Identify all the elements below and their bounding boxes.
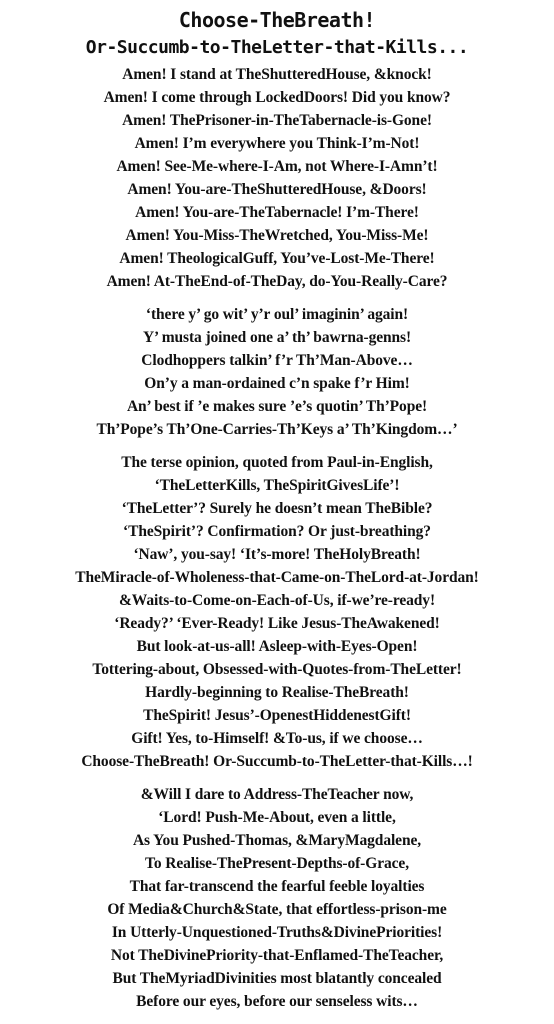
stanza-2 (0, 303, 554, 441)
poem-line: Amen! I stand at TheShutteredHouse, &knock! (122, 66, 432, 83)
poem-line: ‘Lord! Push-Me-About, even a little, (158, 809, 396, 826)
poem-line: Before our eyes, before our senseless wits… (136, 993, 418, 1010)
poem-line: Amen! I’m everywhere you Think-I’m-Not! (134, 135, 420, 152)
stanza-1 (0, 63, 554, 293)
poem-line: &Waits-to-Come-on-Each-of-Us, if-we’re-ready! (118, 592, 436, 609)
poem-line: Gift! Yes, to-Himself! &To-us, if we choose… (131, 730, 423, 747)
poem-line: &Will I dare to Address-TheTeacher now, (140, 786, 414, 803)
poem-line: ‘there y’ go wit’ y’r oul’ imaginin’ again! (145, 306, 409, 323)
poem-line: ‘TheLetter’? Surely he doesn’t mean TheBible? (121, 500, 433, 517)
poem-line: Amen! TheologicalGuff, You’ve-Lost-Me-There! (119, 250, 435, 267)
poem-line: Choose-TheBreath! Or-Succumb-to-TheLetter-that-Kills…! (81, 753, 473, 770)
poem-line: ‘Naw’, you-say! ‘It’s-more! TheHolyBreath! (133, 546, 421, 563)
poem-line: But look-at-us-all! Asleep-with-Eyes-Open! (136, 638, 418, 655)
poem-line: An’ best if ’e makes sure ’e’s quotin’ Th’Pope! (126, 398, 428, 415)
poem-line: In Utterly-Unquestioned-Truths&DivinePriorities! (111, 924, 443, 941)
poem-line: Amen! I come through LockedDoors! Did you know? (103, 89, 451, 106)
poem-line: Amen! You-are-TheShutteredHouse, &Doors! (127, 181, 427, 198)
poem-line: Clodhoppers talkin’ f’r Th’Man-Above… (141, 352, 413, 369)
poem-line: Amen! You-Miss-TheWretched, You-Miss-Me! (125, 227, 429, 244)
poem-line: As You Pushed-Thomas, &MaryMagdalene, (132, 832, 422, 849)
poem-line: Hardly-beginning to Realise-TheBreath! (145, 684, 409, 701)
poem-line: ‘Ready?’ ‘Ever-Ready! Like Jesus-TheAwakened! (114, 615, 440, 632)
poem-line: The terse opinion, quoted from Paul-in-English, (121, 454, 433, 471)
poem-line: But TheMyriadDivinities most blatantly concealed (112, 970, 442, 987)
poem-line: Tottering-about, Obsessed-with-Quotes-from-TheLetter! (92, 661, 462, 678)
poem-line: Amen! ThePrisoner-in-TheTabernacle-is-Gone! (122, 112, 432, 129)
poem-line: ‘TheSpirit’? Confirmation? Or just-breathing? (123, 523, 431, 540)
poem-subtitle: Or-Succumb-to-TheLetter-that-Kills... (85, 37, 469, 58)
poem-line: TheMiracle-of-Wholeness-that-Came-on-TheLord-at-Jordan! (75, 569, 479, 586)
stanza-4 (0, 783, 554, 1013)
poem-line: Amen! At-TheEnd-of-TheDay, do-You-Really-Care? (106, 273, 448, 290)
poem-line: Amen! You-are-TheTabernacle! I’m-There! (135, 204, 419, 221)
poem-title: Choose-TheBreath! (178, 8, 376, 32)
poem-line: Of Media&Church&State, that effortless-prison-me (107, 901, 447, 918)
poem-line: To Realise-ThePresent-Depths-of-Grace, (145, 855, 409, 872)
poem-line: TheSpirit! Jesus’-OpenestHiddenestGift! (143, 707, 411, 724)
stanza-3 (0, 451, 554, 773)
poem-line: Y’ musta joined one a’ th’ bawrna-genns! (142, 329, 412, 346)
poem-line: Not TheDivinePriority-that-Enflamed-TheTeacher, (110, 947, 444, 964)
poem-line: That far-transcend the fearful feeble loyalties (129, 878, 425, 895)
poem-line: Amen! See-Me-where-I-Am, not Where-I-Amn’t! (116, 158, 438, 175)
poem-line: Th’Pope’s Th’One-Carries-Th’Keys a’ Th’Kingdom…’ (96, 421, 458, 438)
poem-line: ‘TheLetterKills, TheSpiritGivesLife’! (154, 477, 400, 494)
poem-line: On’y a man-ordained c’n spake f’r Him! (144, 375, 410, 392)
